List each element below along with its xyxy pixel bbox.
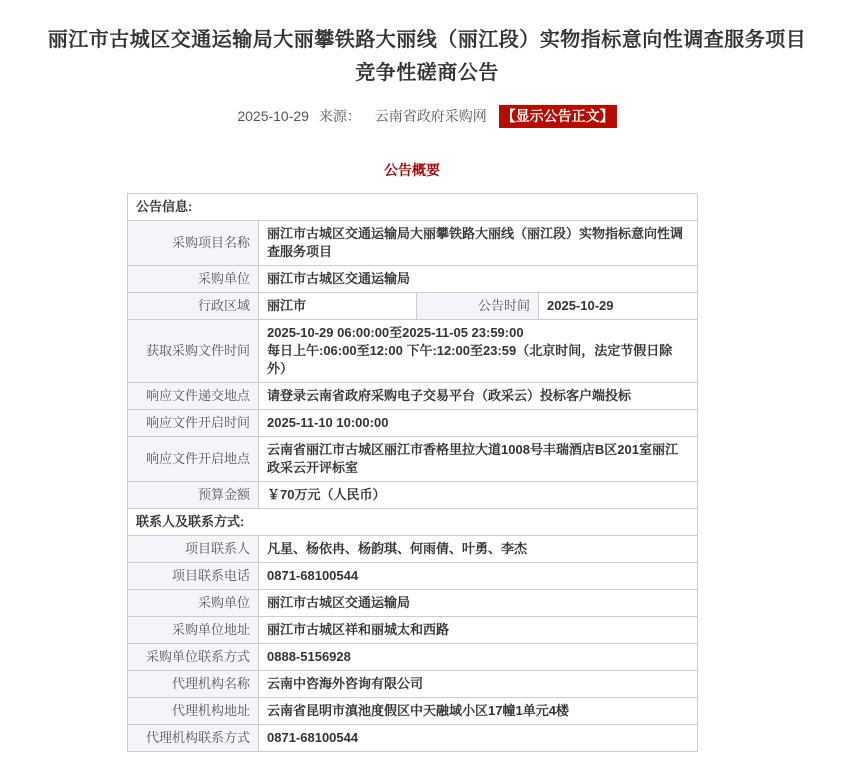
table-row [128, 410, 698, 437]
table-row [128, 293, 698, 320]
field-value: 云南省昆明市滇池度假区中天融域小区17幢1单元4楼 [259, 698, 698, 725]
field-label: 采购项目名称 [128, 221, 259, 266]
field-label: 采购单位地址 [128, 617, 259, 644]
field-label: 采购单位 [128, 266, 259, 293]
field-value: 2025-11-10 10:00:00 [259, 410, 698, 437]
section-header-row [128, 194, 698, 221]
table-row [128, 590, 698, 617]
field-label: 项目联系电话 [128, 563, 259, 590]
show-announcement-text-button[interactable]: 【显示公告正文】 [499, 105, 617, 128]
section-header: 公告信息: [128, 194, 698, 221]
field-value: 云南省丽江市古城区丽江市香格里拉大道1008号丰瑞酒店B区201室丽江政采云开评标室 [259, 437, 698, 482]
announcement-table [127, 193, 698, 752]
field-value: 丽江市 [259, 293, 417, 320]
table-row [128, 698, 698, 725]
field-value: 0888-5156928 [259, 644, 698, 671]
source-name: 云南省政府采购网 [374, 108, 487, 124]
field-value-line: 2025-10-29 06:00:00至2025-11-05 23:59:00 [267, 325, 524, 340]
source-label: 来源： [318, 108, 361, 124]
field-value: 凡星、杨依冉、杨韵琪、何雨倩、叶勇、李杰 [259, 536, 698, 563]
field-value: 丽江市古城区交通运输局大丽攀铁路大丽线（丽江段）实物指标意向性调查服务项目 [259, 221, 698, 266]
field-label: 采购单位 [128, 590, 259, 617]
field-label: 公告时间 [417, 293, 539, 320]
field-label: 响应文件开启地点 [128, 437, 259, 482]
table-row [128, 266, 698, 293]
table-row [128, 437, 698, 482]
announcement-date: 2025-10-29 [237, 108, 309, 124]
field-value: 丽江市古城区交通运输局 [259, 590, 698, 617]
field-label: 预算金额 [128, 482, 259, 509]
page-title: 丽江市古城区交通运输局大丽攀铁路大丽线（丽江段）实物指标意向性调查服务项目竞争性磋商公告 [47, 29, 807, 84]
table-row [128, 383, 698, 410]
field-value: 云南中咨海外咨询有限公司 [259, 671, 698, 698]
table-row [128, 644, 698, 671]
field-value-line: 每日上午:06:00至12:00 下午:12:00至23:59（北京时间，法定节假日除外） [267, 343, 673, 376]
table-row [128, 563, 698, 590]
table-row [128, 617, 698, 644]
field-label: 采购单位联系方式 [128, 644, 259, 671]
field-value: ￥70万元（人民币） [259, 482, 698, 509]
section-header-row [128, 509, 698, 536]
field-label: 响应文件开启时间 [128, 410, 259, 437]
field-label: 代理机构联系方式 [128, 725, 259, 752]
table-row [128, 320, 698, 383]
meta-line [0, 105, 854, 128]
overview-heading: 公告概要 [384, 162, 440, 178]
field-label: 获取采购文件时间 [128, 320, 259, 383]
table-row [128, 671, 698, 698]
field-value: 请登录云南省政府采购电子交易平台（政采云）投标客户端投标 [259, 383, 698, 410]
field-label: 行政区域 [128, 293, 259, 320]
section-header: 联系人及联系方式: [128, 509, 698, 536]
field-value: 丽江市古城区交通运输局 [259, 266, 698, 293]
field-value: 丽江市古城区祥和丽城太和西路 [259, 617, 698, 644]
field-label: 响应文件递交地点 [128, 383, 259, 410]
field-value: 2025-10-29 [539, 293, 698, 320]
table-row [128, 482, 698, 509]
table-row [128, 536, 698, 563]
field-label: 代理机构地址 [128, 698, 259, 725]
field-value: 0871-68100544 [259, 725, 698, 752]
table-row [128, 725, 698, 752]
field-value: 0871-68100544 [259, 563, 698, 590]
field-label: 项目联系人 [128, 536, 259, 563]
table-row [128, 221, 698, 266]
field-label: 代理机构名称 [128, 671, 259, 698]
field-value [259, 320, 698, 383]
